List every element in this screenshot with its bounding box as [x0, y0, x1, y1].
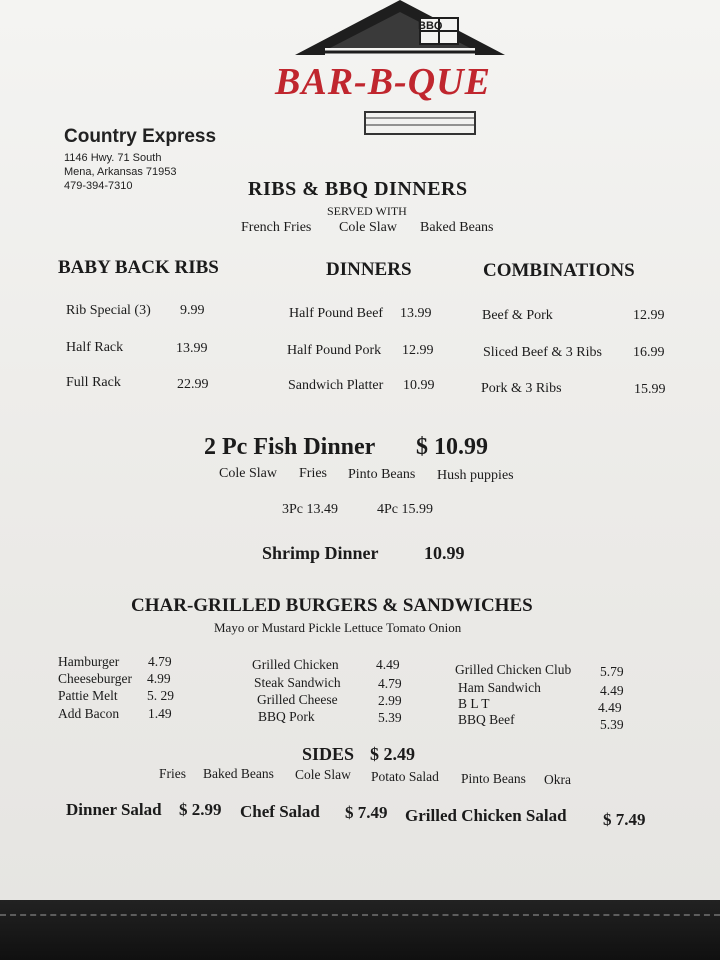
salad-name: Grilled Chicken Salad: [405, 806, 567, 825]
salad-name: Dinner Salad: [66, 800, 162, 819]
sides-title: SIDES: [302, 744, 355, 764]
side-item: Baked Beans: [203, 766, 274, 781]
sandwich-name: Grilled Cheese: [257, 692, 338, 707]
served-side-1: French Fries: [241, 220, 312, 235]
sandwich-name: B L T: [458, 696, 490, 711]
sandwich-price: 1.49: [148, 706, 172, 721]
sandwich-price: 4.99: [147, 671, 171, 686]
sandwich-price: 4.79: [378, 676, 402, 691]
sandwich-name: Pattie Melt: [58, 688, 118, 703]
combinations-heading: COMBINATIONS: [483, 260, 635, 281]
sandwich-name: BBQ Pork: [258, 709, 315, 724]
rib-item-price: 22.99: [177, 377, 209, 392]
sandwich-price: 5.39: [378, 710, 402, 725]
fish-3pc-option: 3Pc 13.49: [282, 502, 338, 517]
burger-toppings: Mayo or Mustard Pickle Lettuce Tomato Onion: [214, 620, 462, 635]
fish-dinner-price: $ 10.99: [416, 434, 488, 460]
dinners-heading: DINNERS: [326, 259, 412, 280]
rib-item-name: Half Rack: [66, 340, 124, 355]
address-line-2: Mena, Arkansas 71953: [64, 166, 177, 178]
sandwich-name: Ham Sandwich: [458, 680, 541, 695]
address-line-1: 1146 Hwy. 71 South: [64, 152, 162, 164]
phone-number: 479-394-7310: [64, 180, 133, 192]
rib-item-name: Full Rack: [66, 375, 121, 390]
rib-item-price: 9.99: [180, 303, 205, 318]
salad-price: $ 2.99: [179, 800, 222, 819]
restaurant-name: Country Express: [64, 126, 217, 147]
sandwich-price: 4.79: [148, 654, 172, 669]
shrimp-dinner-title: Shrimp Dinner: [262, 543, 379, 563]
sandwich-name: Add Bacon: [58, 706, 120, 721]
served-with-label: SERVED WITH: [327, 204, 407, 218]
dinner-item-name: Half Pound Pork: [287, 343, 382, 358]
ribs-bbq-title: RIBS & BBQ DINNERS: [248, 178, 468, 200]
served-side-2: Cole Slaw: [339, 220, 397, 235]
sandwich-price: 4.49: [600, 683, 624, 698]
fish-side: Hush puppies: [437, 468, 514, 483]
side-item: Okra: [544, 772, 571, 787]
sandwich-price: 4.49: [598, 700, 622, 715]
sandwich-name: Grilled Chicken Club: [455, 662, 572, 677]
sandwich-name: Steak Sandwich: [254, 675, 341, 690]
sandwich-price: 4.49: [376, 657, 400, 672]
rib-item-price: 13.99: [176, 341, 208, 356]
side-item: Potato Salad: [371, 769, 439, 784]
salad-name: Chef Salad: [240, 802, 320, 821]
logo-sign: BBQ: [418, 20, 443, 32]
combo-item-price: 16.99: [633, 345, 665, 360]
sandwich-price: 5. 29: [147, 688, 174, 703]
logo-brand-text: BAR-B-QUE: [275, 61, 491, 103]
sandwich-name: Cheeseburger: [58, 671, 132, 686]
sandwich-name: Grilled Chicken: [252, 657, 339, 672]
salad-price: $ 7.49: [345, 803, 388, 822]
sides-price: $ 2.49: [370, 744, 415, 764]
burgers-sandwiches-title: CHAR-GRILLED BURGERS & SANDWICHES: [131, 595, 533, 616]
menu-binder-edge: [0, 900, 720, 960]
baby-back-ribs-heading: BABY BACK RIBS: [58, 257, 219, 278]
dinner-item-name: Half Pound Beef: [289, 306, 384, 321]
combo-item-name: Beef & Pork: [482, 308, 553, 323]
sandwich-name: Hamburger: [58, 654, 120, 669]
shrimp-dinner-price: 10.99: [424, 543, 465, 563]
binder-stitching: [0, 914, 720, 916]
combo-item-price: 12.99: [633, 308, 665, 323]
combo-item-price: 15.99: [634, 382, 666, 397]
sandwich-name: BBQ Beef: [458, 712, 515, 727]
dinner-item-price: 10.99: [403, 378, 435, 393]
salad-price: $ 7.49: [603, 810, 646, 829]
dinner-item-name: Sandwich Platter: [288, 378, 384, 393]
combo-item-name: Sliced Beef & 3 Ribs: [483, 345, 602, 360]
dinner-item-price: 12.99: [402, 343, 434, 358]
served-side-3: Baked Beans: [420, 220, 494, 235]
rib-item-name: Rib Special (3): [66, 303, 151, 318]
fish-dinner-title: 2 Pc Fish Dinner: [204, 434, 376, 460]
sandwich-price: 2.99: [378, 693, 402, 708]
sandwich-price: 5.79: [600, 664, 624, 679]
combo-item-name: Pork & 3 Ribs: [481, 381, 562, 396]
side-item: Fries: [159, 766, 186, 781]
sandwich-price: 5.39: [600, 717, 624, 732]
side-item: Pinto Beans: [461, 771, 526, 786]
dinner-item-price: 13.99: [400, 306, 432, 321]
fish-side: Fries: [299, 466, 327, 481]
fish-4pc-option: 4Pc 15.99: [377, 502, 433, 517]
fish-side: Cole Slaw: [219, 466, 277, 481]
side-item: Cole Slaw: [295, 767, 351, 782]
fish-side: Pinto Beans: [348, 467, 416, 482]
